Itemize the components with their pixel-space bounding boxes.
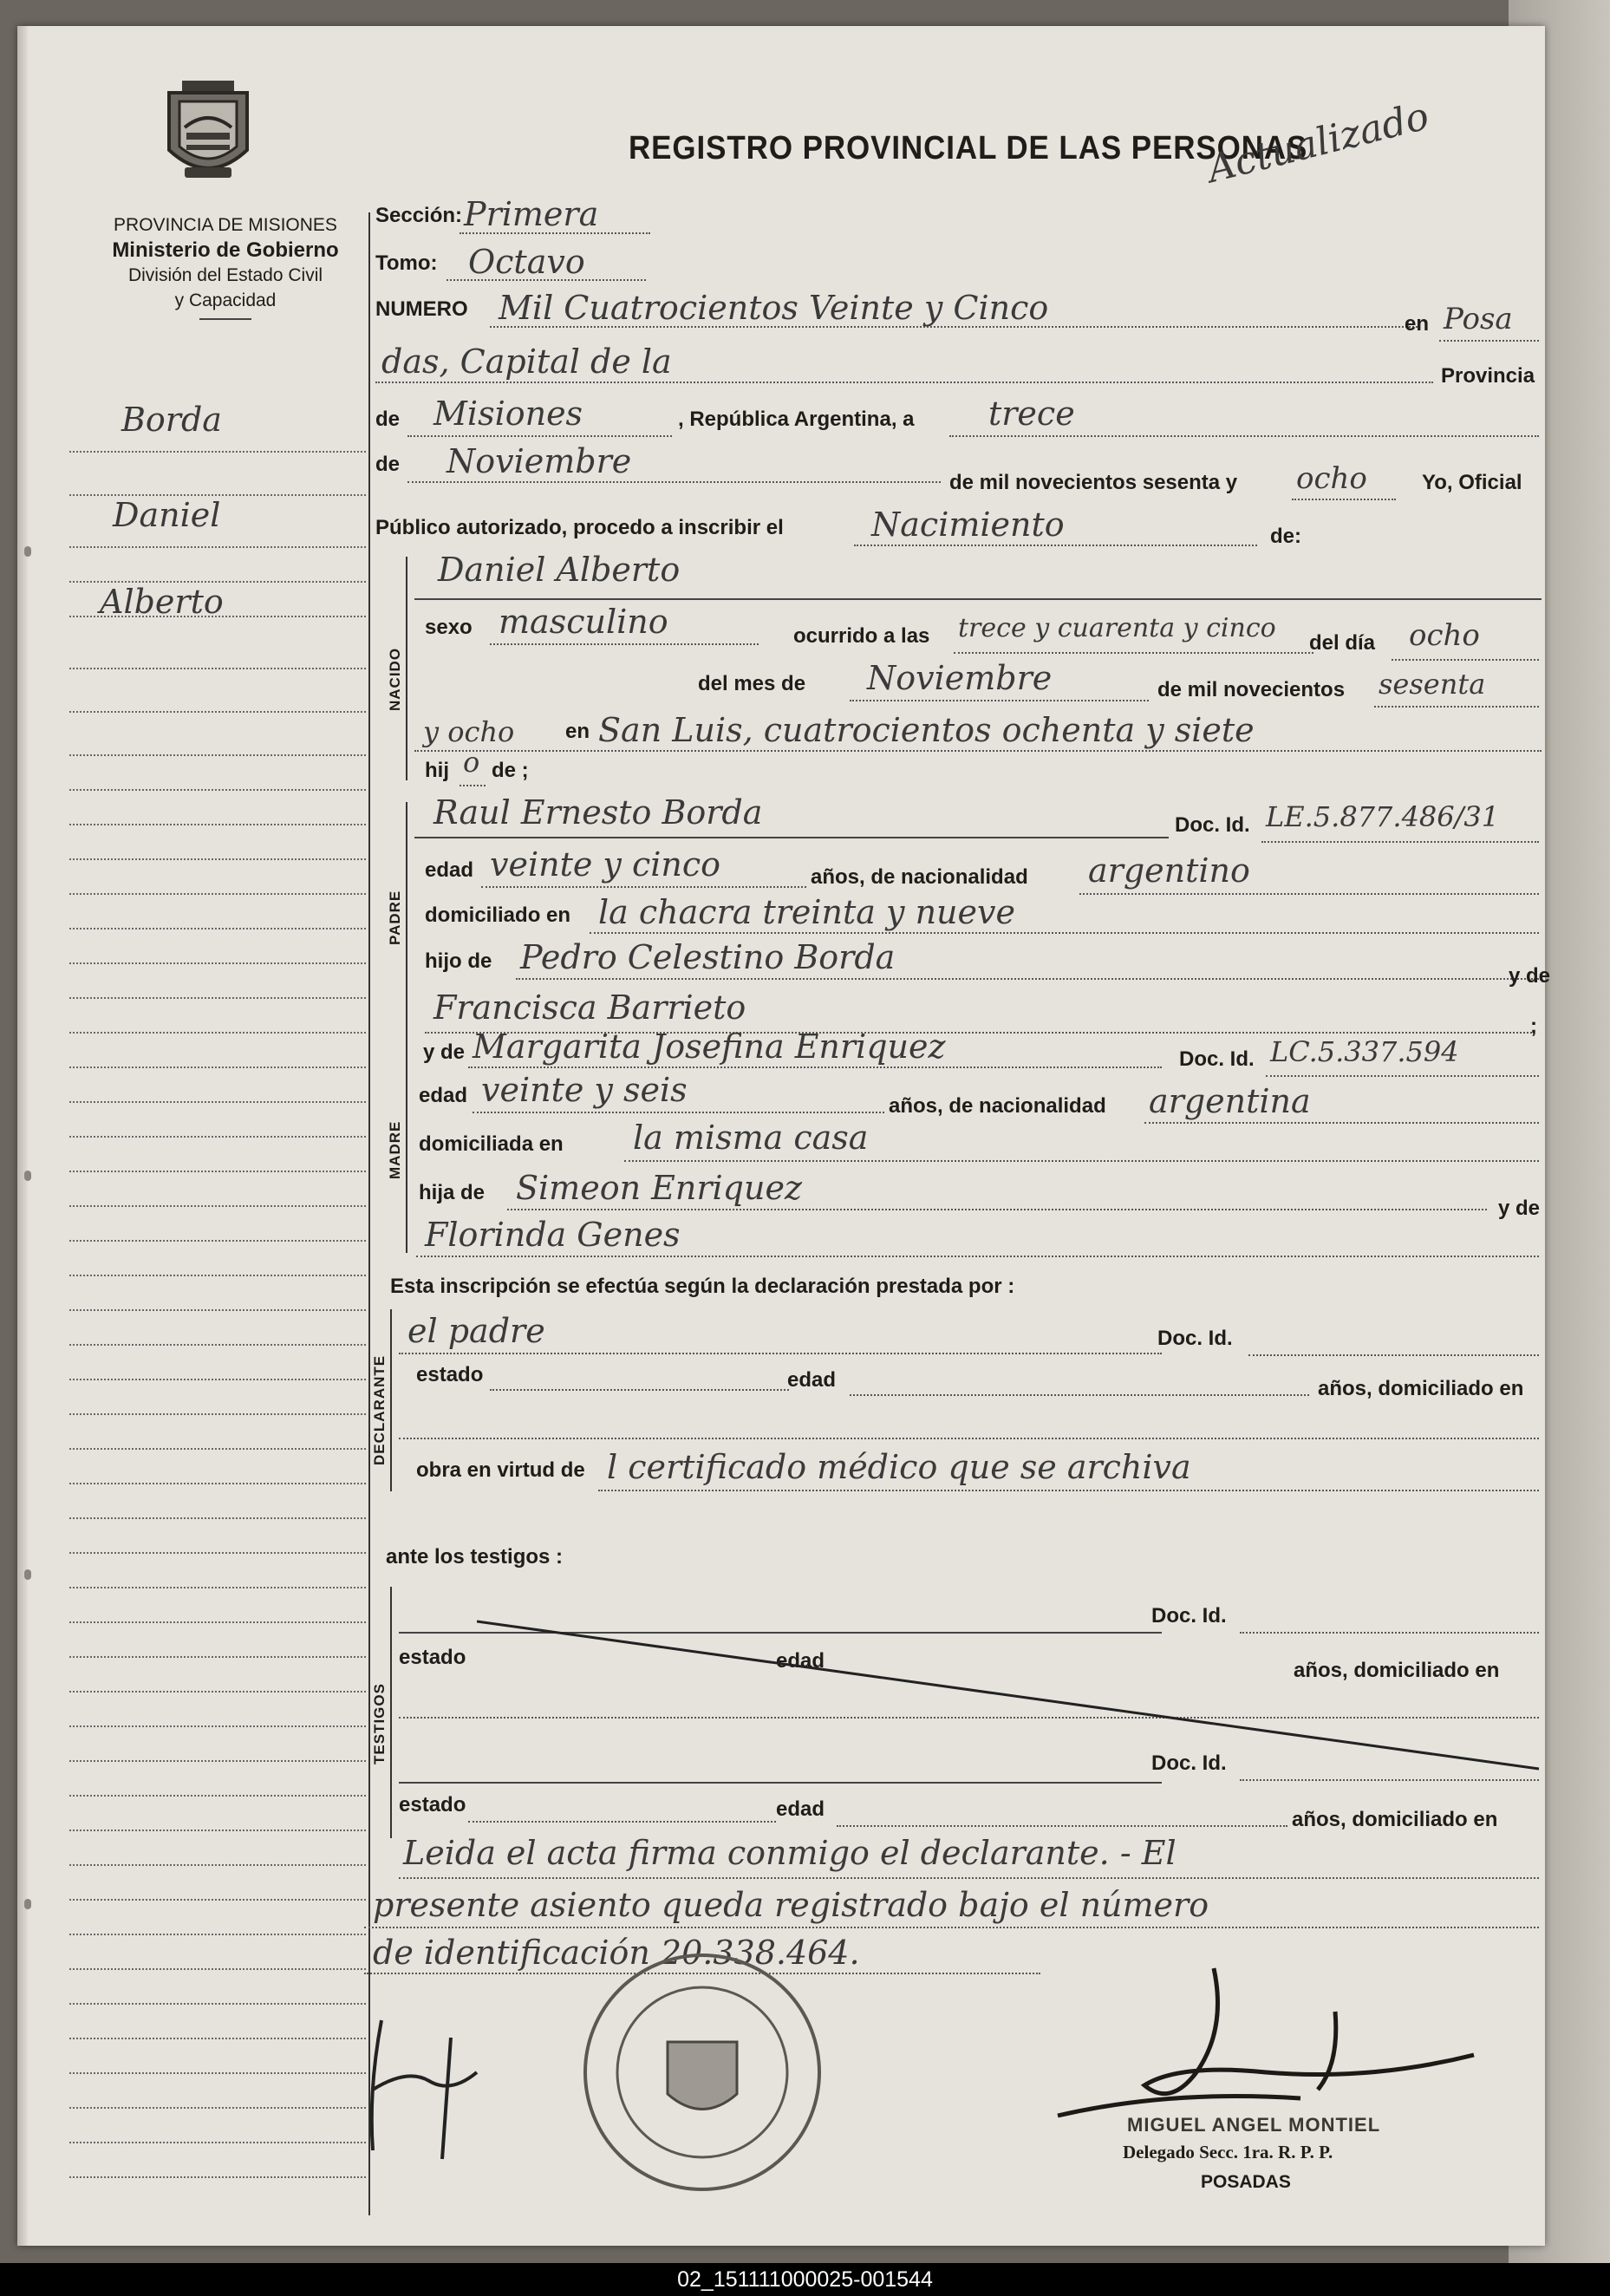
cierre-line-2: presente asiento queda registrado bajo el número xyxy=(373,1886,1209,1924)
binding-gutter xyxy=(17,26,28,2246)
tomo-value: Octavo xyxy=(468,243,585,281)
nacido-bracket xyxy=(406,557,407,780)
anio-value: ocho xyxy=(1296,461,1367,496)
testigos-side-label: TESTIGOS xyxy=(371,1683,388,1764)
padre-edad-label: edad xyxy=(425,858,474,882)
acto-value: Nacimiento xyxy=(871,506,1065,544)
madre-y-de-label: y de xyxy=(423,1040,466,1064)
mil-novecientos-label: de mil novecientos xyxy=(1157,678,1346,701)
image-id-footer: 02_151111000025-001544 xyxy=(0,2263,1610,2296)
madre-bracket xyxy=(406,1032,407,1253)
cierre-line-1: Leida el acta firma conmigo el declarante. - El xyxy=(403,1834,1177,1872)
numero-label: NUMERO xyxy=(375,297,468,321)
seccion-value: Primera xyxy=(464,195,599,233)
en-value-1: Posa xyxy=(1444,302,1513,336)
hij-value: o xyxy=(463,746,480,779)
margin-name-2: Alberto xyxy=(100,583,224,621)
republica-label: , República Argentina, a xyxy=(678,408,915,431)
madre-edad-label: edad xyxy=(419,1084,468,1107)
official-signature xyxy=(1040,1942,1526,2142)
hij-label: hij xyxy=(425,759,449,782)
division-name-2: y Capacidad xyxy=(174,290,277,310)
padre-doc-label: Doc. Id. xyxy=(1175,813,1250,837)
official-city: POSADAS xyxy=(1201,2172,1291,2192)
coat-of-arms-emblem xyxy=(160,74,256,191)
madre-side-label: MADRE xyxy=(387,1120,403,1179)
obra-value: l certificado médico que se archiva xyxy=(607,1448,1191,1486)
sexo-label: sexo xyxy=(425,616,473,639)
de-semi-label: de ; xyxy=(492,759,529,782)
division-name: División del Estado Civil xyxy=(127,265,323,285)
madre-nac-label: años, de nacionalidad xyxy=(889,1094,1106,1118)
anio-nac-value: sesenta xyxy=(1379,668,1486,701)
madre-dom-value: la misma casa xyxy=(633,1119,869,1157)
cierre-line-3: de identificación 20.338.464. xyxy=(373,1934,860,1972)
en-label: en xyxy=(1405,312,1430,336)
column-divider xyxy=(368,212,370,2215)
mil-sesenta-label: de mil novecientos sesenta y xyxy=(949,471,1238,494)
madre-padre-value: Simeon Enriquez xyxy=(516,1169,802,1207)
padre-y-de-label: y de xyxy=(1509,964,1551,988)
en-label-2: en xyxy=(565,720,590,743)
official-stamp xyxy=(572,1942,832,2202)
lugar-value: San Luis, cuatrocientos ochenta y siete xyxy=(598,711,1255,749)
madre-dom-label: domiciliada en xyxy=(419,1132,564,1156)
testigo2-estado-label: estado xyxy=(399,1793,466,1817)
declarante-estado-label: estado xyxy=(416,1363,484,1386)
dia-value: trece xyxy=(988,395,1075,433)
declarante-dom-label: años, domiciliado en xyxy=(1318,1377,1524,1400)
testigo1-doc-label: Doc. Id. xyxy=(1151,1604,1227,1627)
hora-value: trece y cuarenta y cinco xyxy=(958,613,1276,643)
padre-side-label: PADRE xyxy=(387,890,403,945)
madre-doc-label: Doc. Id. xyxy=(1179,1047,1255,1071)
official-role: Delegado Secc. 1ra. R. P. P. xyxy=(1123,2142,1333,2162)
testigo1-edad-label: edad xyxy=(776,1649,825,1673)
del-mes-label: del mes de xyxy=(698,672,806,695)
binding-hole xyxy=(24,546,31,557)
binding-hole xyxy=(24,1569,31,1580)
padre-nombre-value: Raul Ernesto Borda xyxy=(433,793,763,832)
page-title: REGISTRO PROVINCIAL DE LAS PERSONAS xyxy=(629,130,1308,166)
de-label: de xyxy=(375,408,401,431)
padre-bracket xyxy=(406,802,407,1045)
padre-edad-value: veinte y cinco xyxy=(490,845,721,884)
seccion-label: Sección: xyxy=(375,204,463,227)
nacido-side-label: NACIDO xyxy=(387,647,403,711)
madre-madre-value: Florinda Genes xyxy=(425,1216,681,1254)
padre-madre-value: Francisca Barrieto xyxy=(433,988,746,1027)
de-colon-label: de: xyxy=(1270,525,1301,548)
madre-nombre-value: Margarita Josefina Enriquez xyxy=(473,1027,946,1066)
province-name: PROVINCIA DE MISIONES xyxy=(114,215,337,235)
declarante-value: el padre xyxy=(407,1312,545,1350)
register-page xyxy=(17,26,1551,2246)
ocurrido-label: ocurrido a las xyxy=(793,624,930,648)
testigo2-edad-label: edad xyxy=(776,1797,825,1821)
padre-nac-value: argentino xyxy=(1088,851,1250,890)
padre-dom-label: domiciliado en xyxy=(425,903,571,927)
tomo-label: Tomo: xyxy=(375,251,438,275)
declarante-signature xyxy=(347,1986,546,2176)
mes-value: Noviembre xyxy=(446,442,632,480)
de-label-2: de xyxy=(375,453,401,476)
testigos-bracket xyxy=(390,1587,392,1838)
margin-surname: Borda xyxy=(121,401,222,439)
ministry-block xyxy=(69,212,381,320)
ministry-name: Ministerio de Gobierno xyxy=(112,238,339,262)
testigo1-estado-label: estado xyxy=(399,1646,466,1669)
provincia-value: Misiones xyxy=(433,395,583,433)
yo-oficial-label: Yo, Oficial xyxy=(1422,471,1522,494)
numero-value: Mil Cuatrocientos Veinte y Cinco xyxy=(499,289,1049,327)
declarante-edad-label: edad xyxy=(787,1368,837,1392)
madre-y-de-label-2: y de xyxy=(1498,1197,1541,1220)
testigo2-doc-label: Doc. Id. xyxy=(1151,1751,1227,1775)
dia-nac-value: ocho xyxy=(1409,618,1480,653)
madre-doc-value: LC.5.337.594 xyxy=(1270,1035,1459,1068)
del-dia-label: del día xyxy=(1309,631,1376,655)
updated-annotation: Actualizado xyxy=(1203,94,1434,192)
nombre-value: Daniel Alberto xyxy=(438,551,681,589)
testigo2-dom-label: años, domiciliado en xyxy=(1292,1808,1498,1831)
declarante-side-label: DECLARANTE xyxy=(371,1354,388,1465)
provincia-label: Provincia xyxy=(1441,364,1535,388)
testigos-label: ante los testigos : xyxy=(386,1545,564,1569)
padre-semicolon: ; xyxy=(1530,1014,1537,1038)
official-name: MIGUEL ANGEL MONTIEL xyxy=(1127,2114,1381,2136)
binding-hole xyxy=(24,1899,31,1909)
madre-nac-value: argentina xyxy=(1149,1082,1311,1120)
padre-doc-value: LE.5.877.486/31 xyxy=(1266,800,1500,833)
padre-nac-label: años, de nacionalidad xyxy=(811,865,1028,889)
margin-name-1: Daniel xyxy=(113,496,221,534)
binding-hole xyxy=(24,1171,31,1181)
padre-dom-value: la chacra treinta y nueve xyxy=(598,893,1015,931)
padre-padre-value: Pedro Celestino Borda xyxy=(520,938,896,976)
obra-label: obra en virtud de xyxy=(416,1458,585,1482)
en-value-2: das, Capital de la xyxy=(381,342,672,381)
declarante-doc-label: Doc. Id. xyxy=(1157,1327,1233,1350)
declarante-bracket xyxy=(390,1309,392,1491)
testigo1-dom-label: años, domiciliado en xyxy=(1294,1659,1500,1682)
madre-edad-value: veinte y seis xyxy=(481,1071,688,1109)
mes-nac-value: Noviembre xyxy=(867,659,1053,697)
inscripcion-label: Esta inscripción se efectúa según la declaración prestada por : xyxy=(390,1275,1015,1298)
padre-hijo-de-label: hijo de xyxy=(425,949,492,973)
sexo-value: masculino xyxy=(499,603,668,641)
publico-label: Público autorizado, procedo a inscribir el xyxy=(375,516,784,539)
anio-nac-value-2: y ocho xyxy=(423,715,515,748)
cancellation-stroke xyxy=(477,1604,1543,1777)
madre-hija-de-label: hija de xyxy=(419,1181,486,1204)
